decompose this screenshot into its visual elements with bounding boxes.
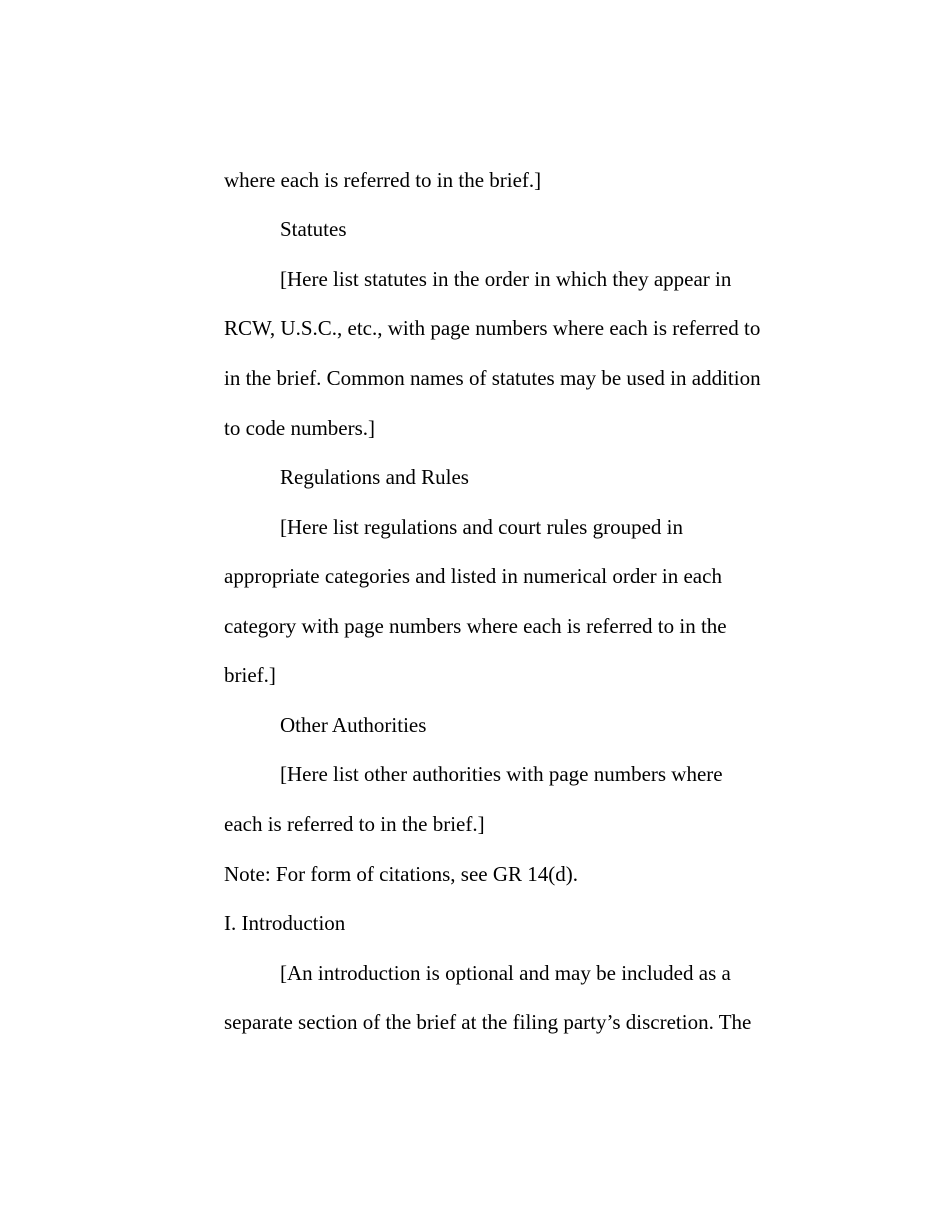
heading-statutes: Statutes xyxy=(280,217,347,241)
text-line-statutes-4: to code numbers.] xyxy=(224,416,376,440)
text-line-introduction-2: separate section of the brief at the filing party’s discretion. The xyxy=(224,1010,752,1034)
text-line-statutes-1: [Here list statutes in the order in which they appear in xyxy=(280,267,732,291)
text-line-statutes-3: in the brief. Common names of statutes may be used in addition xyxy=(224,366,761,390)
text-line-other-authorities-1: [Here list other authorities with page numbers where xyxy=(280,762,723,786)
text-line-continuation: where each is referred to in the brief.] xyxy=(224,168,542,192)
text-line-regulations-1: [Here list regulations and court rules grouped in xyxy=(280,515,683,539)
heading-regulations-and-rules: Regulations and Rules xyxy=(280,465,469,489)
text-line-regulations-4: brief.] xyxy=(224,663,276,687)
heading-introduction: I. Introduction xyxy=(224,911,346,935)
text-line-regulations-3: category with page numbers where each is referred to in the xyxy=(224,614,727,638)
text-line-introduction-1: [An introduction is optional and may be included as a xyxy=(280,961,731,985)
text-line-regulations-2: appropriate categories and listed in numerical order in each xyxy=(224,564,722,588)
text-line-statutes-2: RCW, U.S.C., etc., with page numbers where each is referred to xyxy=(224,316,761,340)
text-line-other-authorities-2: each is referred to in the brief.] xyxy=(224,812,485,836)
heading-other-authorities: Other Authorities xyxy=(280,713,427,737)
note-citations: Note: For form of citations, see GR 14(d). xyxy=(224,862,579,886)
